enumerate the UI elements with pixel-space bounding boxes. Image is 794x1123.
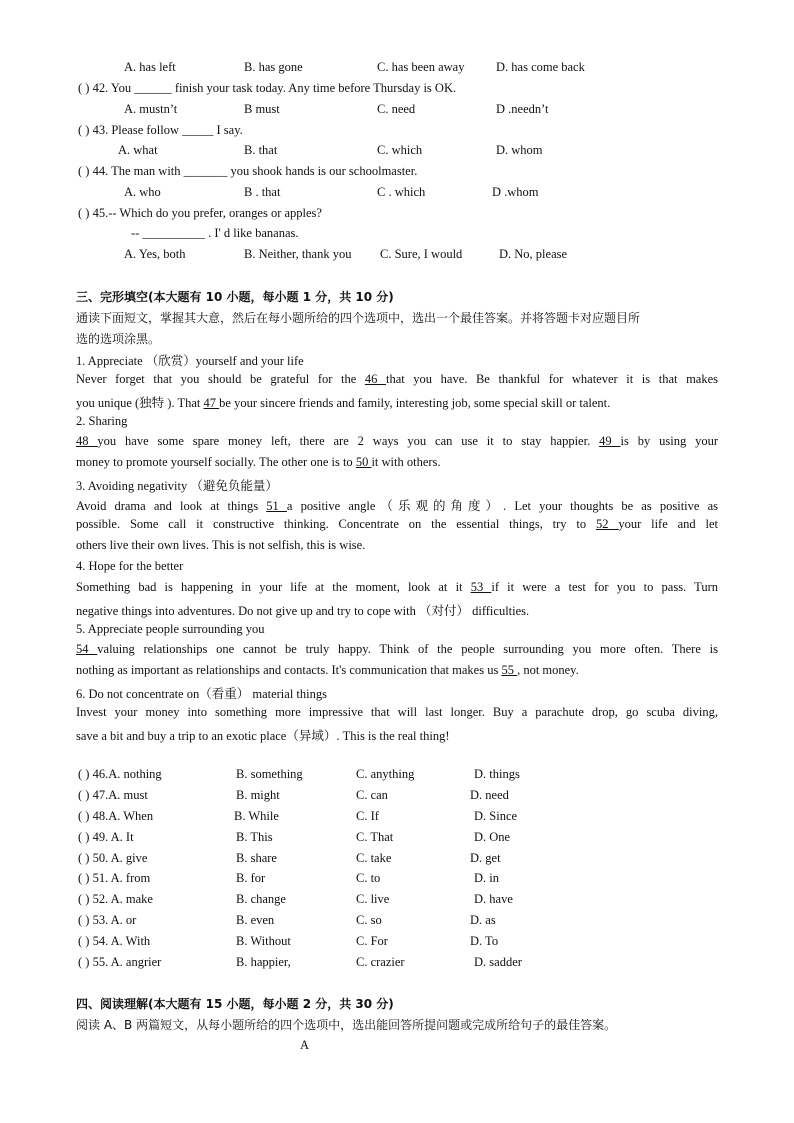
q45-stem: ( ) 45.-- Which do you prefer, oranges or apples? <box>78 206 322 220</box>
q43-option-a: A. what <box>118 143 158 157</box>
q44-stem: ( ) 44. The man with _______ you shook hands is our schoolmaster. <box>78 164 418 178</box>
q42-option-b: B must <box>244 102 280 116</box>
q41-option-d: D. has come back <box>496 60 585 74</box>
paragraph3-line3: others live their own lives. This is not selfish, this is wise. <box>76 538 366 552</box>
paragraph2-line1: 48 you have some spare money left, there are 2 ways you can use it to stay happier. 49 is by using your <box>76 434 718 448</box>
q42-option-a: A. mustn’t <box>124 102 178 116</box>
paragraph3-title: 3. Avoiding negativity （避免负能量） <box>76 479 278 493</box>
section4-heading: 四、阅读理解(本大题有 15 小题，每小题 2 分，共 30 分) <box>76 997 394 1011</box>
paragraph6-line2: save a bit and buy a trip to an exotic place（异域）. This is the real thing! <box>76 729 450 743</box>
blank-53: 53 <box>470 580 492 594</box>
exam-page: A. has left B. has gone C. has been away D. has come back ( ) 42. You ______ finish your task today. Any time before Thursday is OK. A. mustn’t B must C. need D .needn’t ( ) 43. Please follow _____ I say. A. what B. that C. which D. whom ( ) 44. The man with _______ you shook hands is our schoolmaster. A. who B . that C . which D .whom ( ) 45.-- Which do you prefer, oranges or apples? -- __________ . I' d like bananas. A. Yes, both B. Neither, thank you C. Sure, I would D. No, please 三、完形填空(本大题有 10 小题，每小题 1 分，共 10 分) 通读下面短文，掌握其大意，然后在每小题所给的四个选项中，选出一个最佳答案。并将答题卡对应题目所 选的选项涂黑。 1. Appreciate （欣赏）yourself and your life Never forget that you should be grateful for the 46 that you have. Be thankful for whatever it is that makes you unique (独特 ). That 47 be your sincere friends and family, interesting job, some special skill or talent. 2. Sharing 48 you have some spare money left, there are 2 ways you can use it to stay happier. 49 is by using your money to promote yourself socially. The other one is to 50 it with others. 3. Avoiding negativity （避免负能量） Avoid drama and look at things 51 a positive angle（乐观的角度）. Let your thoughts be as positive as possible. Some call it constructive thinking. Concentrate on the essential things, try to 52 your life and let others live their own lives. This is not selfish, this is wise. 4. Hope for the better Something bad is happening in your life at the moment, look at it 53 if it were a test for you to pass. Turn negative things into adventures. Do not give up and try to cope with （对付） difficulties. 5. Appreciate people surrounding you 54 valuing relationships one cannot be truly happy. Think of the people surrounding you more often. There is nothing as important as relationships and contacts. It's communication that makes us 55 , not money. 6. Do not concentrate on（看重） material things Invest your money into something more impressive that will last longer. Buy a parachute drop, go scuba diving, save a bit and buy a trip to an exotic place（异域）. This is the real thing! ( ) 46.A. nothing B. something C. anything D. things ( ) 47.A. must B. might C. can D. need ( ) 48.A. When B. While C. If D. Since ( ) 49. A. It B. This C. That D. One ( ) 50. A. give B. share C. take D. get ( ) 51. A. from B. for C. to D. in ( ) 52. A. make B. change C. live D. have ( ) 53. A. or B. even C. so D. as ( ) 54. A. With B. Without C. For D. To ( ) 55. A. angrier B. happier, C. crazier D. sadder 四、阅读理解(本大题有 15 小题，每小题 2 分，共 30 分) 阅读 A、B 两篇短文，从每小题所给的四个选项中，选出能回答所提问题或完成所给句子的最佳答案。 A <box>76 60 719 1052</box>
blank-55: 55 <box>501 663 518 677</box>
blank-49: 49 <box>599 434 621 448</box>
blank-51: 51 <box>266 499 287 513</box>
blank-54: 54 <box>76 642 98 656</box>
q45-answer-line: -- __________ . I' d like bananas. <box>131 226 299 240</box>
paragraph5-line1: 54 valuing relationships one cannot be truly happy. Think of the people surrounding you more often. There is <box>76 642 718 656</box>
q42-stem: ( ) 42. You ______ finish your task today. Any time before Thursday is OK. <box>78 81 457 95</box>
blank-48: 48 <box>76 434 98 448</box>
q41-option-a: A. has left <box>124 60 176 74</box>
paragraph5-title: 5. Appreciate people surrounding you <box>76 622 265 636</box>
paragraph4-line1: Something bad is happening in your life at the moment, look at it 53 if it were a test for you to pass. Turn <box>76 580 719 594</box>
q44-option-d: D .whom <box>492 185 539 199</box>
section3-heading: 三、完形填空(本大题有 10 小题，每小题 1 分，共 10 分) <box>76 290 394 304</box>
section3-instructions-2: 选的选项涂黑。 <box>76 332 161 346</box>
q43-stem: ( ) 43. Please follow _____ I say. <box>78 123 243 137</box>
paragraph2-title: 2. Sharing <box>76 414 128 428</box>
q44-option-c: C . which <box>377 185 426 199</box>
q41-option-c: C. has been away <box>377 60 465 74</box>
section4-instructions: 阅读 A、B 两篇短文，从每小题所给的四个选项中，选出能回答所提问题或完成所给句子的最佳答案。 <box>76 1018 617 1032</box>
paragraph6-line1: Invest your money into something more impressive that will last longer. Buy a parachute drop, go scuba diving, <box>76 705 718 719</box>
blank-50: 50 <box>355 455 372 469</box>
q42-option-c: C. need <box>377 102 416 116</box>
paragraph2-line2: money to promote yourself socially. The other one is to 50 it with others. <box>76 455 441 469</box>
paragraph5-line2: nothing as important as relationships and contacts. It's communication that makes us 55 , not money. <box>76 663 579 677</box>
q45-option-b: B. Neither, thank you <box>244 247 352 261</box>
q43-option-c: C. which <box>377 143 423 157</box>
section3-instructions-1: 通读下面短文，掌握其大意，然后在每小题所给的四个选项中，选出一个最佳答案。并将答题卡对应题目所 <box>76 311 641 325</box>
q43-option-b: B. that <box>244 143 278 157</box>
paragraph1-title: 1. Appreciate （欣赏）yourself and your life <box>76 354 304 368</box>
passage-a-label: A <box>300 1038 310 1052</box>
q44-option-b: B . that <box>244 185 281 199</box>
paragraph1-line1: Never forget that you should be grateful for the 46 that you have. Be thankful for whatever it is that makes <box>76 372 719 386</box>
paragraph6-title: 6. Do not concentrate on（看重） material things <box>76 687 327 701</box>
paragraph1-line2: you unique (独特 ). That 47 be your sincere friends and family, interesting job, some special skill or talent. <box>76 396 611 410</box>
blank-46: 46 <box>364 372 386 386</box>
q44-option-a: A. who <box>124 185 161 199</box>
q45-option-c: C. Sure, I would <box>380 247 463 261</box>
q41-option-b: B. has gone <box>244 60 303 74</box>
q45-option-d: D. No, please <box>499 247 568 261</box>
paragraph4-line2: negative things into adventures. Do not give up and try to cope with （对付） difficulties. <box>76 604 530 618</box>
blank-52: 52 <box>595 517 619 531</box>
paragraph3-line1: Avoid drama and look at things 51 a positive angle（乐观的角度）. Let your thoughts be as positive as <box>76 499 719 513</box>
q45-option-a: A. Yes, both <box>124 247 186 261</box>
paragraph4-title: 4. Hope for the better <box>76 559 184 573</box>
paragraph3-line2: possible. Some call it constructive thinking. Concentrate on the essential things, try to 52 your life and let <box>76 517 719 531</box>
q42-option-d: D .needn’t <box>496 102 549 116</box>
q43-option-d: D. whom <box>496 143 543 157</box>
blank-47: 47 <box>203 396 220 410</box>
